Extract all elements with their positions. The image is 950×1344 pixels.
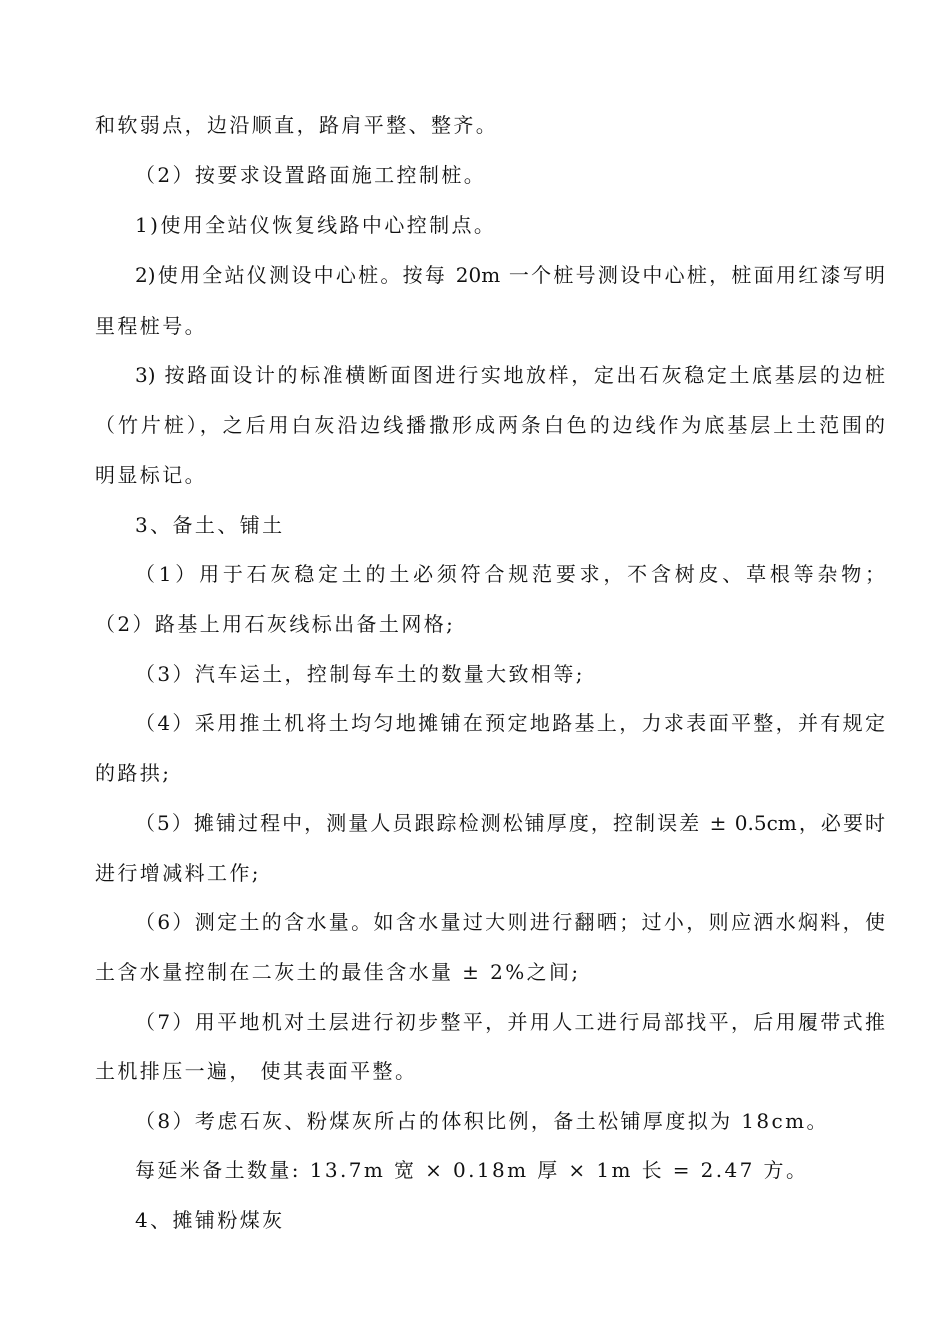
text-line-2: （2）按要求设置路面施工控制桩。 — [135, 163, 487, 187]
text-line-3: 1)使用全站仪恢复线路中心控制点。 — [135, 213, 497, 237]
text-line-15: （5）摊铺过程中，测量人员跟踪检测松铺厚度，控制误差 ± 0.5cm，必要时 — [135, 811, 885, 835]
text-line-12: （3）汽车运土，控制每车土的数量大致相等; — [135, 662, 585, 686]
text-line-20: 土机排压一遍， 使其表面平整。 — [95, 1059, 418, 1083]
text-line-13: （4）采用推土机将土均匀地摊铺在预定地路基上，力求表面平整，并有规定 — [135, 711, 885, 735]
text-line-23: 4、摊铺粉煤灰 — [135, 1208, 285, 1232]
text-line-21: （8）考虑石灰、粉煤灰所占的体积比例，备土松铺厚度拟为 18cm。 — [135, 1109, 829, 1133]
text-line-10: （1）用于石灰稳定土的土必须符合规范要求，不含树皮、草根等杂物； — [135, 562, 885, 586]
text-line-1: 和软弱点，边沿顺直，路肩平整、整齐。 — [95, 113, 499, 137]
text-line-16: 进行增减料工作; — [95, 861, 261, 885]
text-line-14: 的路拱; — [95, 761, 172, 785]
text-line-9: 3、备土、铺土 — [135, 513, 285, 537]
text-line-7: （竹片桩），之后用白灰沿边线播撒形成两条白色的边线作为底基层上土范围的 — [95, 413, 885, 437]
text-line-22: 每延米备土数量: 13.7m 宽 × 0.18m 厚 × 1m 长 = 2.47 方。 — [135, 1158, 809, 1182]
text-line-8: 明显标记。 — [95, 463, 207, 487]
text-line-5: 里程桩号。 — [95, 314, 207, 338]
text-line-6: 3) 按路面设计的标准横断面图进行实地放样，定出石灰稳定土底基层的边桩 — [135, 363, 885, 387]
text-line-17: （6）测定土的含水量。如含水量过大则进行翻晒；过小，则应洒水焖料，使 — [135, 910, 885, 934]
text-line-4: 2)使用全站仪测设中心桩。按每 20m 一个桩号测设中心桩，桩面用红漆写明 — [135, 263, 885, 287]
text-line-18: 土含水量控制在二灰土的最佳含水量 ± 2%之间; — [95, 960, 581, 984]
text-line-11: （2）路基上用石灰线标出备土网格; — [95, 612, 456, 636]
text-line-19: （7）用平地机对土层进行初步整平，并用人工进行局部找平，后用履带式推 — [135, 1010, 885, 1034]
